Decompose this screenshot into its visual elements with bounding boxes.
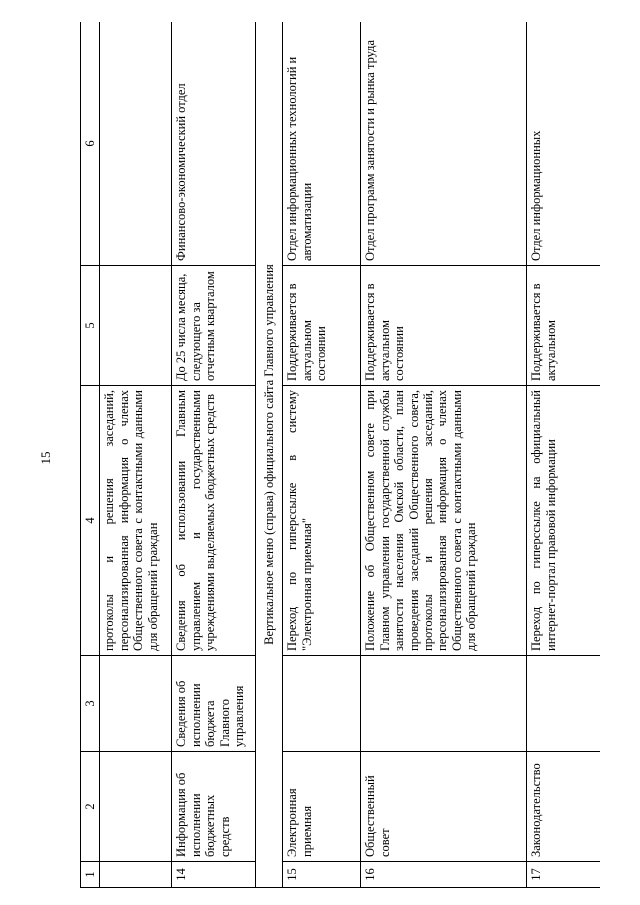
subsection-cell: [527, 656, 600, 752]
content-cell: протоколы и решения заседаний, персонализированная информация о членах Общественного совета с контактными данными для обращений граждан: [100, 386, 172, 656]
content-cell: Переход по гиперссылке в систему "Электронная приемная": [283, 386, 361, 656]
deadline-cell: До 25 числа месяца, следующего за отчетным кварталом: [172, 266, 256, 386]
section-name-cell: Электронная приемная: [283, 752, 361, 862]
row-number: 14: [172, 862, 256, 888]
table-viewport: [80, 22, 600, 888]
header-cell-5: 5: [81, 266, 100, 386]
row-number: 16: [361, 862, 527, 888]
page-number: 15: [38, 451, 53, 465]
header-cell-6: 6: [81, 22, 100, 266]
table-row: [283, 22, 361, 888]
table-row: [361, 22, 527, 888]
document-table: [80, 22, 600, 888]
section-title-row: [256, 22, 283, 888]
responsible-cell: Отдел информационных: [527, 22, 600, 266]
section-name-cell: Законодательство: [527, 752, 600, 862]
section-name-cell: Информация об исполнении бюджетных средств: [172, 752, 256, 862]
header-cell-1: 1: [81, 862, 100, 888]
subsection-cell: [283, 656, 361, 752]
responsible-cell: Отдел программ занятости и рынка труда: [361, 22, 527, 266]
responsible-cell: Финансово-экономический отдел: [172, 22, 256, 266]
section-name-cell: Общественный совет: [361, 752, 527, 862]
table-row: [100, 22, 172, 888]
table-row: [172, 22, 256, 888]
section-name-cell: [100, 752, 172, 862]
row-number: 15: [283, 862, 361, 888]
subsection-cell: [361, 656, 527, 752]
header-cell-3: 3: [81, 656, 100, 752]
rotated-table-container: [80, 22, 600, 888]
table-row: [527, 22, 600, 888]
section-title: Вертикальное меню (справа) официального сайта Главного управления: [256, 22, 283, 888]
content-cell: Переход по гиперссылке на официальный интернет-портал правовой информации: [527, 386, 600, 656]
content-cell: Сведения об использовании Главным управлением и государственными учреждениями выделяемых бюджетных средств: [172, 386, 256, 656]
deadline-cell: Поддерживается в актуальном состоянии: [283, 266, 361, 386]
deadline-cell: [100, 266, 172, 386]
header-cell-2: 2: [81, 752, 100, 862]
row-number: 17: [527, 862, 600, 888]
responsible-cell: [100, 22, 172, 266]
deadline-cell: Поддерживается в актуальном: [527, 266, 600, 386]
content-cell: Положение об Общественном совете при Главном управлении государственной службы занятости населения Омской области, план проведения заседаний Общественного совета, протоколы и решения заседаний, персонализированная информация о членах Общественного совета с контактными данными для обращений граждан: [361, 386, 527, 656]
subsection-cell: Сведения об исполнении бюджета Главного управления: [172, 656, 256, 752]
row-number: [100, 862, 172, 888]
subsection-cell: [100, 656, 172, 752]
header-cell-4: 4: [81, 386, 100, 656]
deadline-cell: Поддерживается в актуальном состоянии: [361, 266, 527, 386]
responsible-cell: Отдел информационных технологий и автоматизации: [283, 22, 361, 266]
table-header-row: [81, 22, 100, 888]
